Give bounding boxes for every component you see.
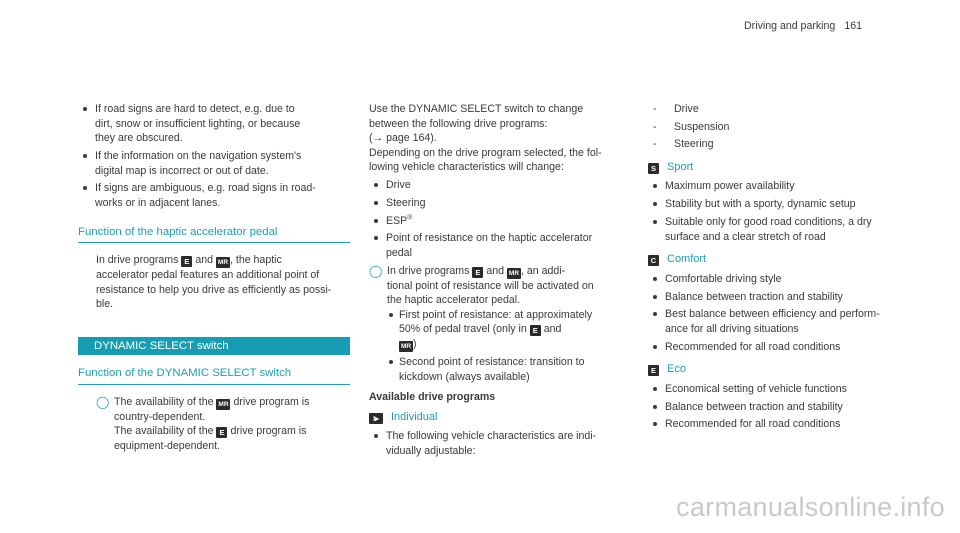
list-item: Second point of resistance: transition to kickdown (always available)	[387, 355, 631, 384]
section-bar: DYNAMIC SELECT switch	[78, 337, 350, 355]
info-icon: ◯	[96, 394, 110, 409]
list-item: Economical setting of vehicle functions	[648, 382, 908, 397]
list-item: Balance between traction and stability	[648, 400, 908, 415]
eco-key-icon: E	[648, 365, 659, 376]
list-item: The following vehicle characteristics are indi- vidually adjustable:	[369, 429, 631, 458]
eco-key-icon: E	[181, 256, 192, 267]
list-item: Stability but with a sporty, dynamic setup	[648, 197, 908, 212]
comfort-program: C Comfort	[648, 252, 908, 267]
section-title: Driving and parking	[744, 20, 836, 32]
resistance-note: ◯ In drive programs E and MR , an addi- tional point of resistance will be activated on the haptic accelerator pedal. First point of resistance: at approximately 50% of pedal travel (only in E and MR ) Second point of resistance: transition to kickdown (always available)	[369, 264, 631, 385]
list-item: Balance between traction and stability	[648, 290, 908, 305]
sport-key-icon: S	[648, 163, 659, 174]
eco-key-icon: E	[216, 427, 227, 438]
intro-paragraph: Use the DYNAMIC SELECT switch to change between the following drive programs: (→ page 164). Depending on the drive program selected, the fol- lowing vehicle characteristics will change:	[369, 103, 602, 174]
dynamic-select-heading: Function of the DYNAMIC SELECT switch	[78, 366, 350, 385]
list-item: - Drive	[653, 103, 699, 115]
list-item: Recommended for all road conditions	[648, 417, 908, 432]
eco-key-icon: E	[472, 267, 483, 278]
list-item: Drive	[369, 178, 631, 193]
individual-program: I▸ Individual	[369, 410, 631, 425]
availability-note: ◯ The availability of the MR drive program is country-dependent. The availability of the E drive program is equipment-dependent.	[96, 394, 310, 452]
info-icon: ◯	[369, 263, 383, 278]
eco-program: E Eco	[648, 362, 908, 377]
mr-key-icon: MR	[508, 269, 520, 277]
column-left	[78, 102, 350, 453]
comfort-key-icon: C	[648, 255, 659, 266]
mr-key-icon: MR	[217, 259, 229, 267]
page-header	[744, 19, 862, 34]
individual-key-icon: I▸	[369, 413, 383, 424]
column-middle	[369, 102, 631, 462]
list-item: - Steering	[653, 138, 714, 151]
list-item: First point of resistance: at approximately 50% of pedal travel (only in E and MR )	[387, 308, 631, 352]
list-item: If signs are ambiguous, e.g. road signs in road- works or in adjacent lanes.	[78, 181, 350, 210]
list-item: ESP®	[369, 214, 631, 229]
list-item: If the information on the navigation system's digital map is incorrect or out of date.	[78, 149, 350, 178]
available-programs-heading: Available drive programs	[369, 391, 496, 404]
list-item: Maximum power availability	[648, 179, 908, 194]
list-item: Point of resistance on the haptic accelerator pedal	[369, 231, 631, 260]
list-item: If road signs are hard to detect, e.g. due to dirt, snow or insufficient lighting, or because they are obscured.	[78, 102, 350, 146]
list-item: Best balance between efficiency and perform- ance for all driving situations	[648, 307, 908, 336]
list-item: Recommended for all road conditions	[648, 340, 908, 355]
list-item: Suitable only for good road conditions, a dry surface and a clear stretch of road	[648, 215, 908, 244]
mr-key-icon: MR	[400, 343, 412, 351]
eco-key-icon: E	[530, 325, 541, 336]
list-item: - Suspension	[653, 120, 730, 133]
column-right	[648, 102, 908, 435]
haptic-heading: Function of the haptic accelerator pedal	[78, 225, 350, 244]
sport-program: S Sport	[648, 160, 908, 175]
watermark: carmanualsonline.info	[676, 492, 945, 522]
list-item: Comfortable driving style	[648, 272, 908, 287]
list-item: Steering	[369, 196, 631, 211]
haptic-paragraph: In drive programs E and MR , the haptic accelerator pedal features an additional point of resistance to help you drive as efficiently as possi- ble.	[96, 254, 332, 311]
page-number: 161	[844, 20, 862, 32]
mr-key-icon: MR	[218, 400, 229, 408]
